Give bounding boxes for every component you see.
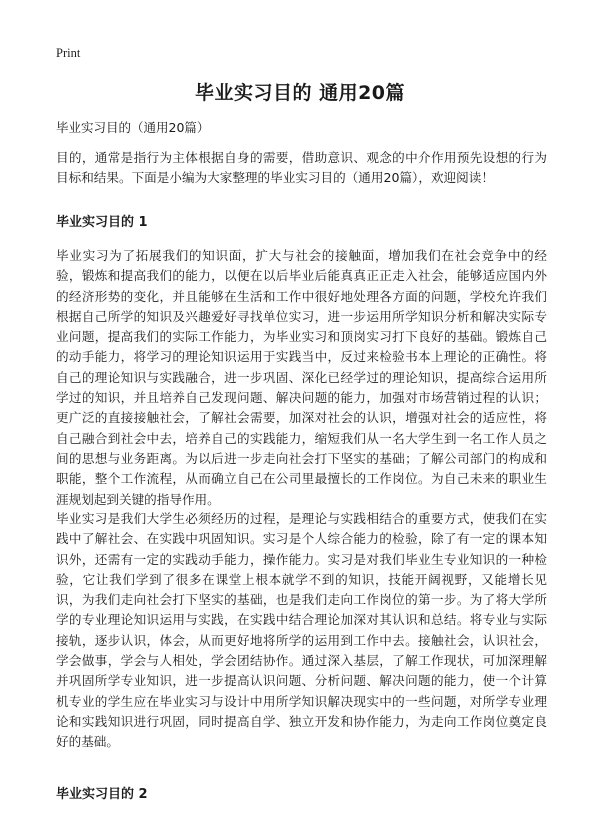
section-1-paragraph-2: 毕业实习是我们大学生必须经历的过程，是理论与实践相结合的重要方式，使我们在实践中了解社会、在实践中巩固知识。实习是个人综合能力的检验，除了有一定的课本知识外，还需有一定的实践动手能力，操作能力。实习是对我们毕业生专业知识的一种检验，它让我们学到了很多在课堂上根本就学不到的知识，技能开阔视野，又能增长见识，为我们走向社会打下坚实的基础，也是我们走向工作岗位的第一步。为了将大学所学的专业理论知识运用与实践，在实践中结合理论加深对其认识和总结。将专业与实际接轨，逐步认识，体会，从而更好地将所学的运用到工作中去。接触社会，认识社会，学会做事，学会与人相处，学会团结协作。通过深入基层，了解工作现状，可加深理解并巩固所学专业知识，进一步提高认识问题、分析问题、解决问题的能力，使一个计算机专业的学生应在毕业实习与设计中用所学知识解决现实中的一些问题，对所学专业理论和实践知识进行巩固，同时提高自学、独立开发和协作能力，为走向工作岗位奠定良好的基础。 bbox=[56, 511, 547, 750]
page-title: 毕业实习目的 通用20篇 bbox=[194, 82, 406, 104]
intro-paragraph: 目的，通常是指行为主体根据自身的需要，借助意识、观念的中介作用预先设想的行为目标和结果。下面是小编为大家整理的毕业实习目的（通用20篇），欢迎阅读！ bbox=[56, 150, 547, 186]
section-heading-1: 毕业实习目的 1 bbox=[56, 215, 148, 230]
print-link[interactable]: Print bbox=[56, 46, 81, 60]
document-subtitle: 毕业实习目的（通用20篇） bbox=[56, 120, 210, 135]
section-1-paragraph-1: 毕业实习为了拓展我们的知识面，扩大与社会的接触面，增加我们在社会竞争中的经验，锻炼和提高我们的能力，以便在以后毕业后能真真正正走入社会，能够适应国内外的经济形势的变化，并且能够在生活和工作中很好地处理各方面的问题，学校允许我们根据自己所学的知识及兴趣爱好寻找单位实习，进一步运用所学知识分析和解决实际专业问题，提高我们的实际工作能力，为毕业实习和顶岗实习打下良好的基础。锻炼自己的动手能力，将学习的理论知识运用于实践当中，反过来检验书本上理论的正确性。将自己的理论知识与实践融合，进一步巩固、深化已经学过的理论知识，提高综合运用所学过的知识，并且培养自己发现问题、解决问题的能力，加强对市场营销过程的认识；更广泛的直接接触社会，了解社会需要，加深对社会的认识，增强对社会的适应性，将自己融合到社会中去，培养自己的实践能力，缩短我们从一名大学生到一名工作人员之间的思想与业务距离。为以后进一步走向社会打下坚实的基础；了解公司部门的构成和职能，整个工作流程，从而确立自己在公司里最擅长的工作岗位。为自己未来的职业生涯规划起到关键的指导作用。 bbox=[56, 248, 547, 507]
section-heading-2: 毕业实习目的 2 bbox=[56, 787, 148, 802]
